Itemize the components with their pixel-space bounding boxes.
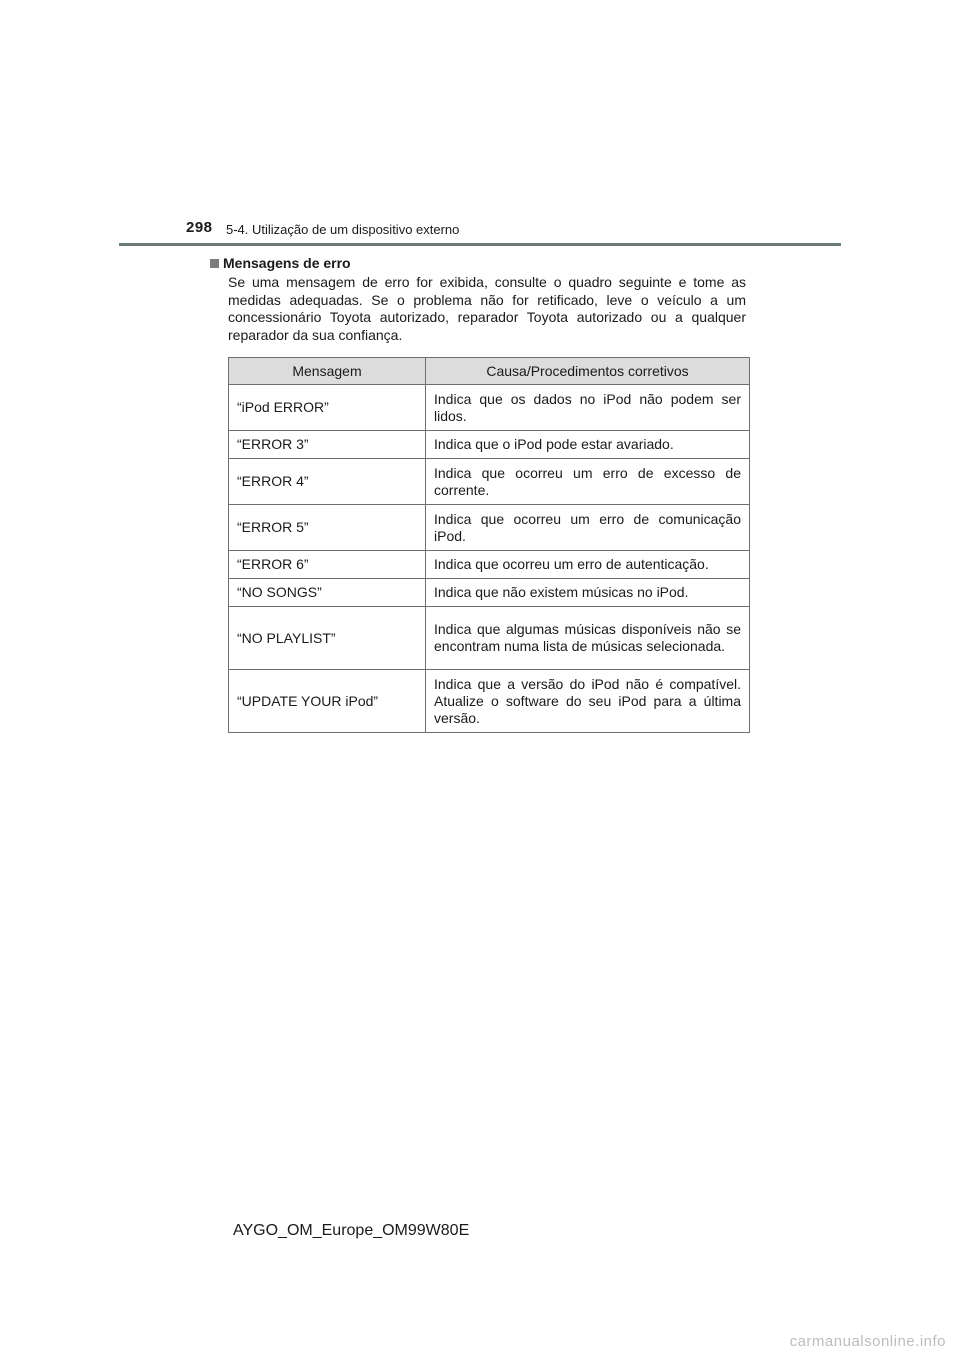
- message-cell: “NO SONGS”: [229, 579, 426, 607]
- message-cell: “iPod ERROR”: [229, 385, 426, 431]
- error-messages-table: [228, 357, 750, 733]
- cause-cell: Indica que o iPod pode estar avariado.: [426, 431, 750, 459]
- message-cell: “ERROR 3”: [229, 431, 426, 459]
- message-cell: “NO PLAYLIST”: [229, 607, 426, 670]
- document-code: AYGO_OM_Europe_OM99W80E: [233, 1222, 470, 1239]
- table-row: [229, 459, 750, 505]
- section-heading-text: Mensagens de erro: [223, 255, 351, 271]
- watermark: carmanualsonline.info: [789, 1333, 946, 1350]
- table-row: [229, 579, 750, 607]
- column-header-cause: Causa/Procedimentos corretivos: [426, 358, 750, 385]
- cause-cell: Indica que algumas músicas disponíveis não se encontram numa lista de músicas selecionada.: [426, 607, 750, 670]
- table-row: [229, 670, 750, 733]
- cause-cell: Indica que ocorreu um erro de excesso de corrente.: [426, 459, 750, 505]
- message-cell: “ERROR 6”: [229, 551, 426, 579]
- table-row: [229, 385, 750, 431]
- cause-cell: Indica que ocorreu um erro de comunicação iPod.: [426, 505, 750, 551]
- section-heading: [210, 255, 746, 272]
- header-divider: [119, 243, 841, 246]
- message-cell: “ERROR 5”: [229, 505, 426, 551]
- column-header-message: Mensagem: [229, 358, 426, 385]
- table-header-row: [229, 358, 750, 385]
- cause-cell: Indica que ocorreu um erro de autenticação.: [426, 551, 750, 579]
- error-messages-section: [210, 255, 746, 344]
- square-bullet-icon: [210, 259, 219, 268]
- message-cell: “UPDATE YOUR iPod”: [229, 670, 426, 733]
- table-row: [229, 551, 750, 579]
- table-row: [229, 431, 750, 459]
- page-number: 298: [186, 219, 213, 236]
- cause-cell: Indica que não existem músicas no iPod.: [426, 579, 750, 607]
- table-row: [229, 505, 750, 551]
- chapter-title: 5-4. Utilização de um dispositivo externo: [226, 222, 460, 237]
- table-row: [229, 607, 750, 670]
- cause-cell: Indica que os dados no iPod não podem ser lidos.: [426, 385, 750, 431]
- section-intro: Se uma mensagem de erro for exibida, consulte o quadro seguinte e tome as medidas adequadas. Se o problema não for retificado, leve o veículo a um concessionário Toyota autorizado, reparador Toyota autorizado ou a qualquer reparador da sua confiança.: [228, 274, 746, 343]
- message-cell: “ERROR 4”: [229, 459, 426, 505]
- cause-cell: Indica que a versão do iPod não é compatível. Atualize o software do seu iPod para a última versão.: [426, 670, 750, 733]
